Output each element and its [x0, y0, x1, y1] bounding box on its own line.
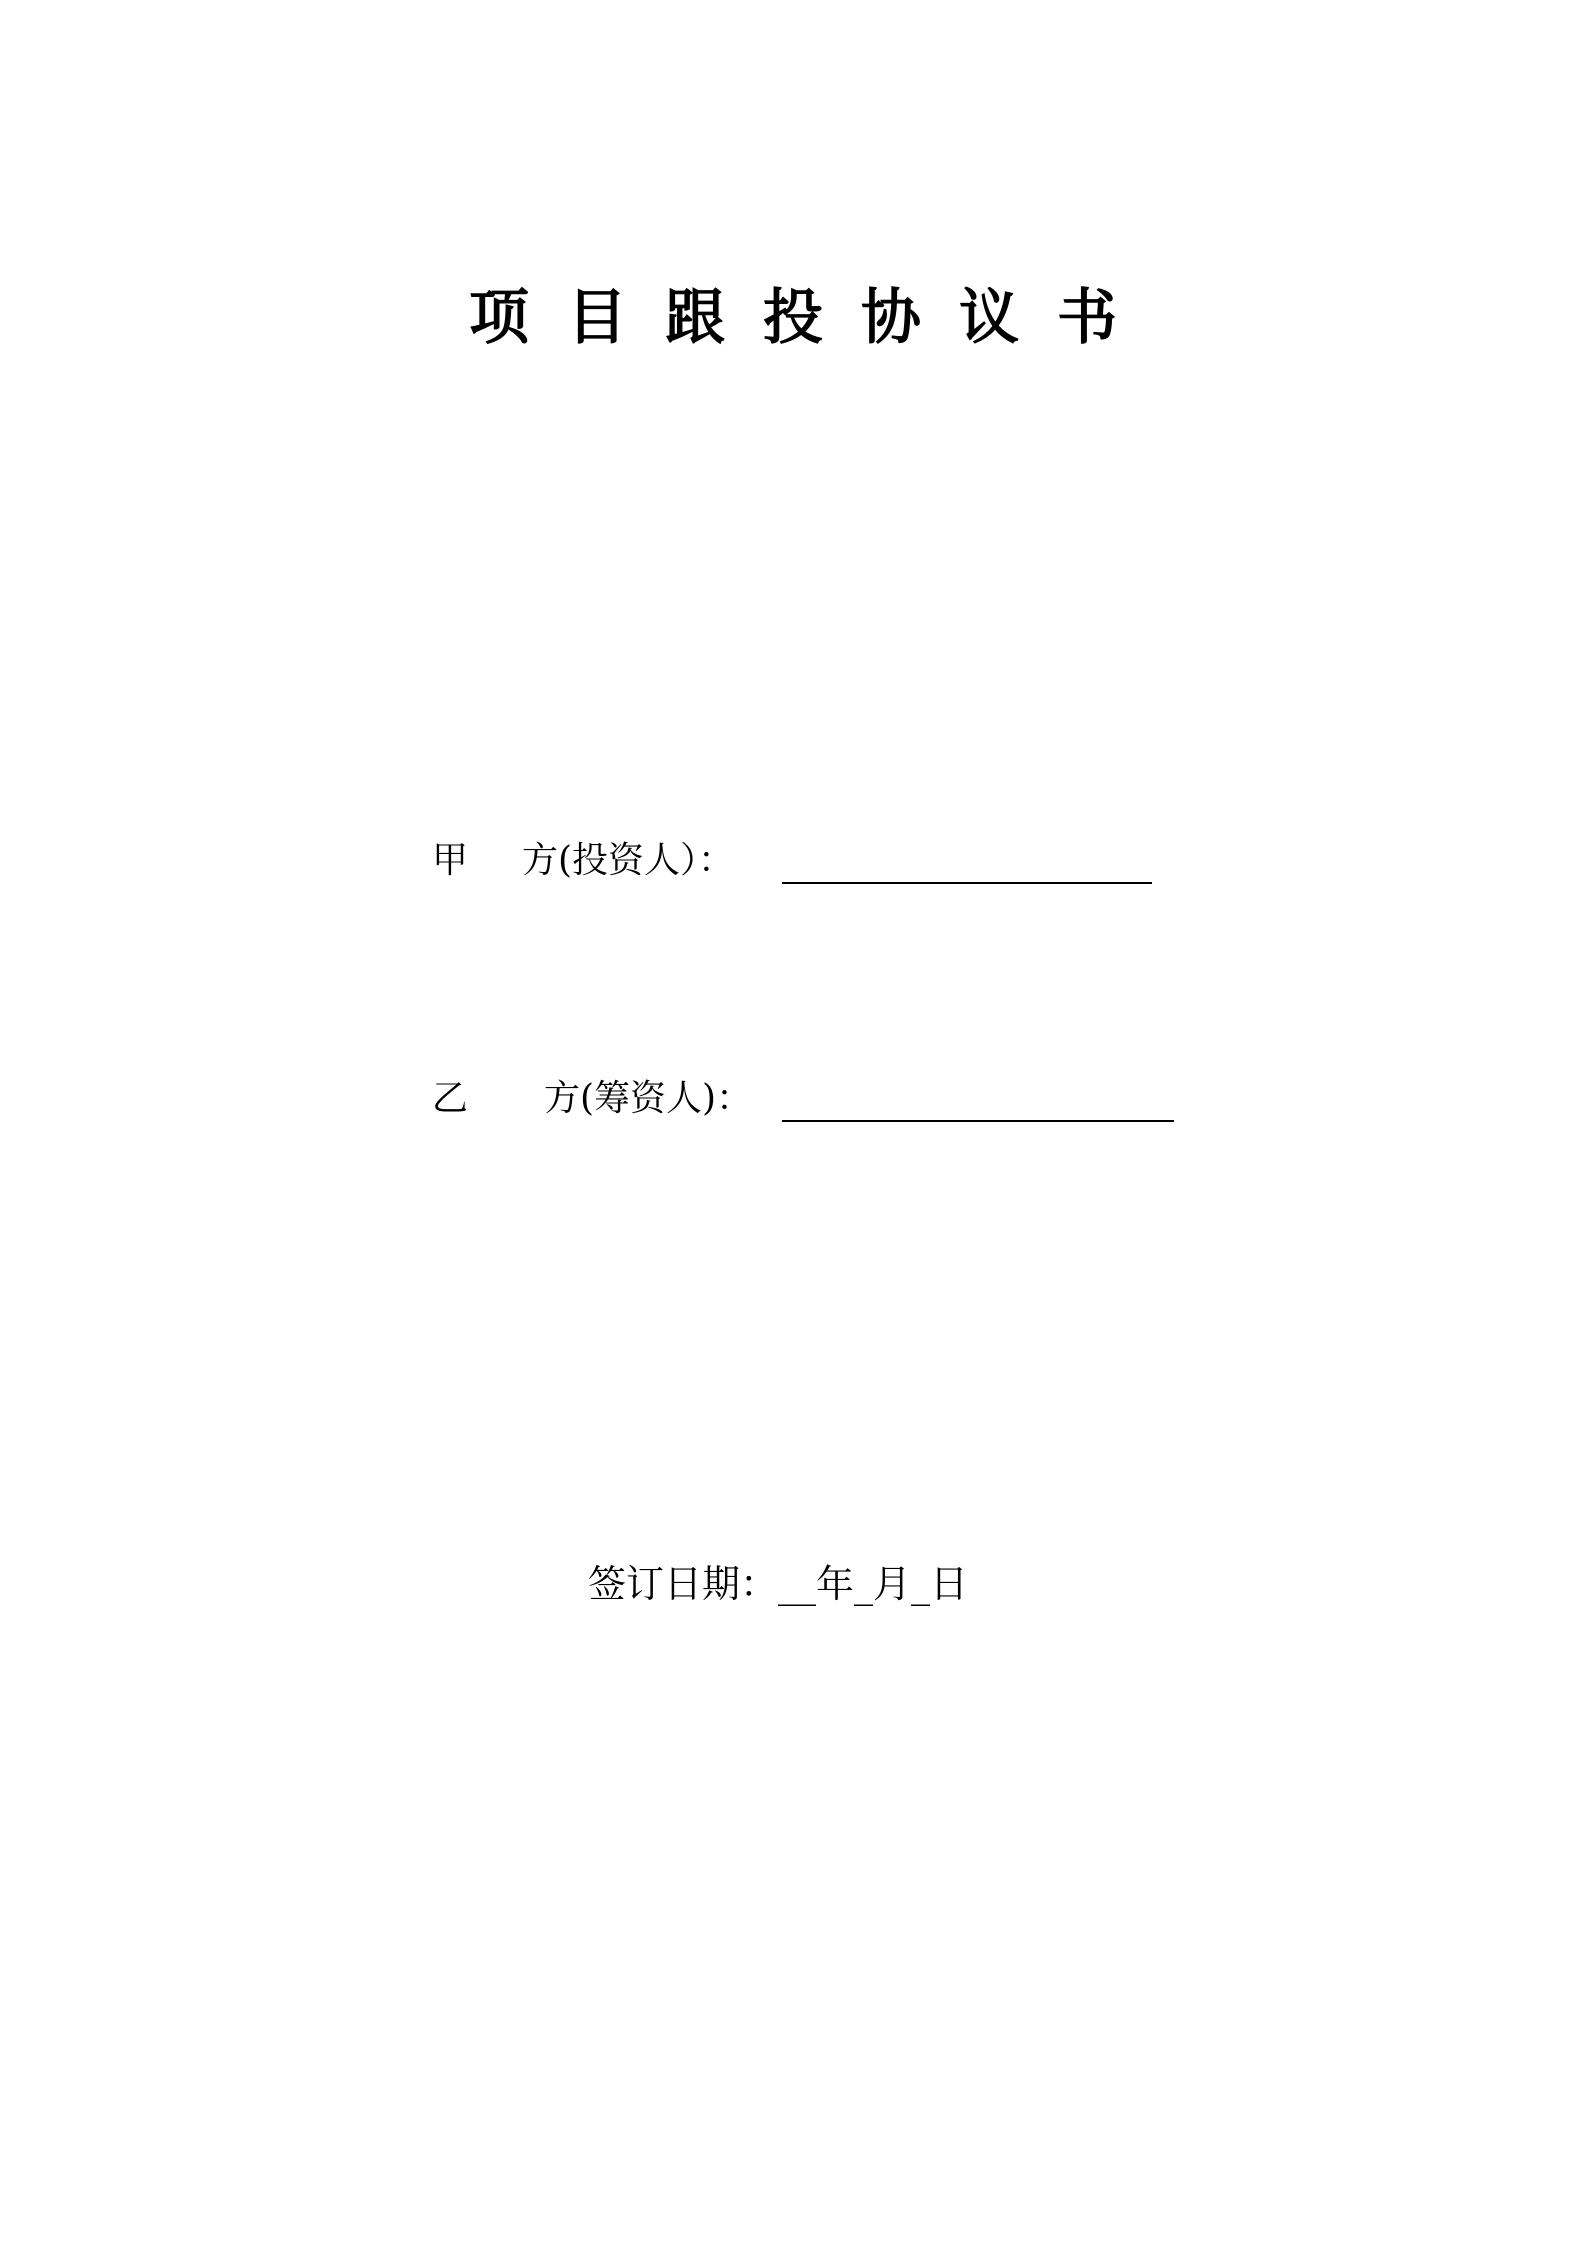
- party-a-signature-line: [782, 882, 1152, 884]
- party-b-signature-line: [782, 1120, 1174, 1122]
- document-title: 项目跟投协议书: [469, 283, 1155, 353]
- party-b-name: 方(筹资人)：: [544, 1078, 753, 1119]
- party-b-label: 乙: [432, 1078, 469, 1119]
- party-a-name: 方(投资人）：: [522, 840, 735, 881]
- sign-date: 签订日期：__年_月_日: [588, 1562, 969, 1606]
- party-a-label: 甲: [432, 840, 469, 881]
